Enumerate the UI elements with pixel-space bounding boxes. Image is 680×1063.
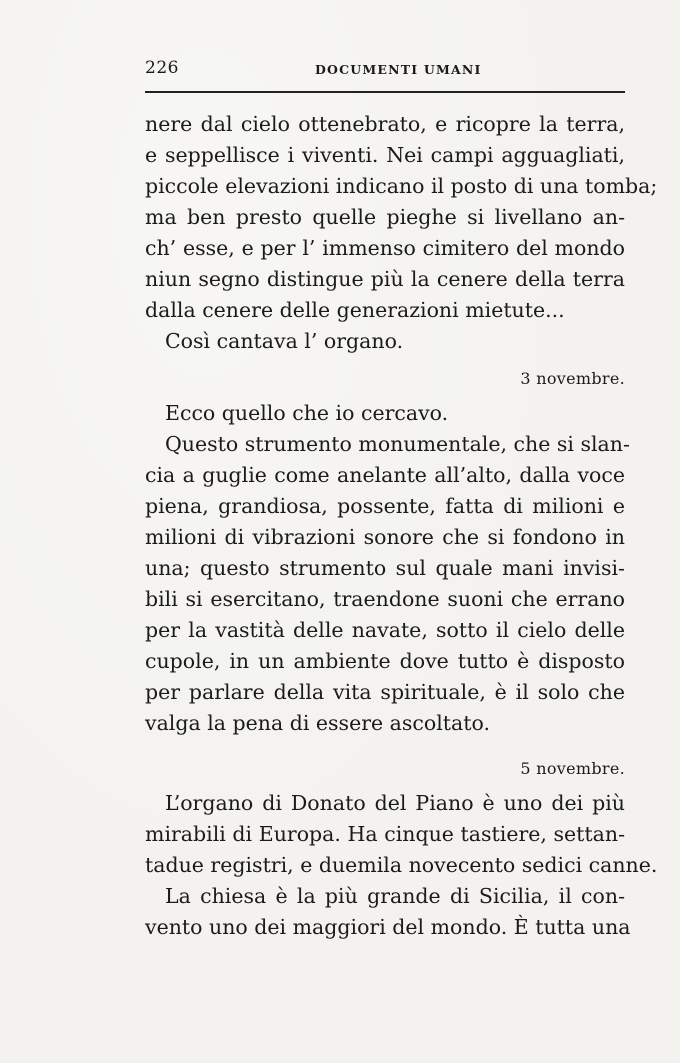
- text-line: piena, grandiosa, possente, fatta di milioni e: [145, 494, 625, 518]
- text-line: cupole, in un ambiente dove tutto è disposto: [145, 649, 625, 673]
- text-line: Così cantava l’ organo.: [165, 329, 404, 353]
- page-header: [145, 58, 625, 84]
- paragraph-block-3: [145, 788, 658, 943]
- text-line: ma ben presto quelle pieghe si livellano an-: [145, 205, 625, 229]
- text-line: vento uno dei maggiori del mondo. È tutta una: [145, 915, 631, 939]
- text-line: piccole elevazioni indicano il posto di una tomba;: [145, 174, 658, 198]
- text-line: niun segno distingue più la cenere della terra: [145, 267, 625, 291]
- text-line: nere dal cielo ottenebrato, e ricopre la terra,: [145, 112, 625, 136]
- paragraph-block-2: [145, 398, 630, 739]
- text-line: ch’ esse, e per l’ immenso cimitero del mondo: [145, 236, 625, 260]
- text-line: per la vastità delle navate, sotto il cielo delle: [145, 618, 625, 642]
- text-line: dalla cenere delle generazioni mietute...: [145, 298, 565, 322]
- text-line: L’organo di Donato del Piano è uno dei più: [165, 791, 625, 815]
- text-line: una; questo strumento sul quale mani invisi-: [145, 556, 625, 580]
- text-line: Questo strumento monumentale, che si slan-: [165, 432, 630, 456]
- text-line: tadue registri, e duemila novecento sedici canne.: [145, 853, 658, 877]
- paragraph-block-1: [145, 109, 658, 357]
- text-line: valga la pena di essere ascoltato.: [145, 711, 490, 735]
- page-number: 226: [145, 58, 179, 78]
- running-title: DOCUMENTI UMANI: [315, 62, 482, 77]
- text-line: Ecco quello che io cercavo.: [165, 401, 449, 425]
- header-rule: [145, 91, 625, 93]
- text-line: mirabili di Europa. Ha cinque tastiere, settan-: [145, 822, 625, 846]
- diary-date-2: 5 novembre.: [520, 759, 625, 778]
- text-line: e seppellisce i viventi. Nei campi agguagliati,: [145, 143, 625, 167]
- text-line: bili si esercitano, traendone suoni che errano: [145, 587, 625, 611]
- text-line: cia a guglie come anelante all’alto, dalla voce: [145, 463, 625, 487]
- text-line: milioni di vibrazioni sonore che si fondono in: [145, 525, 625, 549]
- text-line: per parlare della vita spirituale, è il solo che: [145, 680, 625, 704]
- diary-date-1: 3 novembre.: [520, 369, 625, 388]
- text-line: La chiesa è la più grande di Sicilia, il con-: [165, 884, 625, 908]
